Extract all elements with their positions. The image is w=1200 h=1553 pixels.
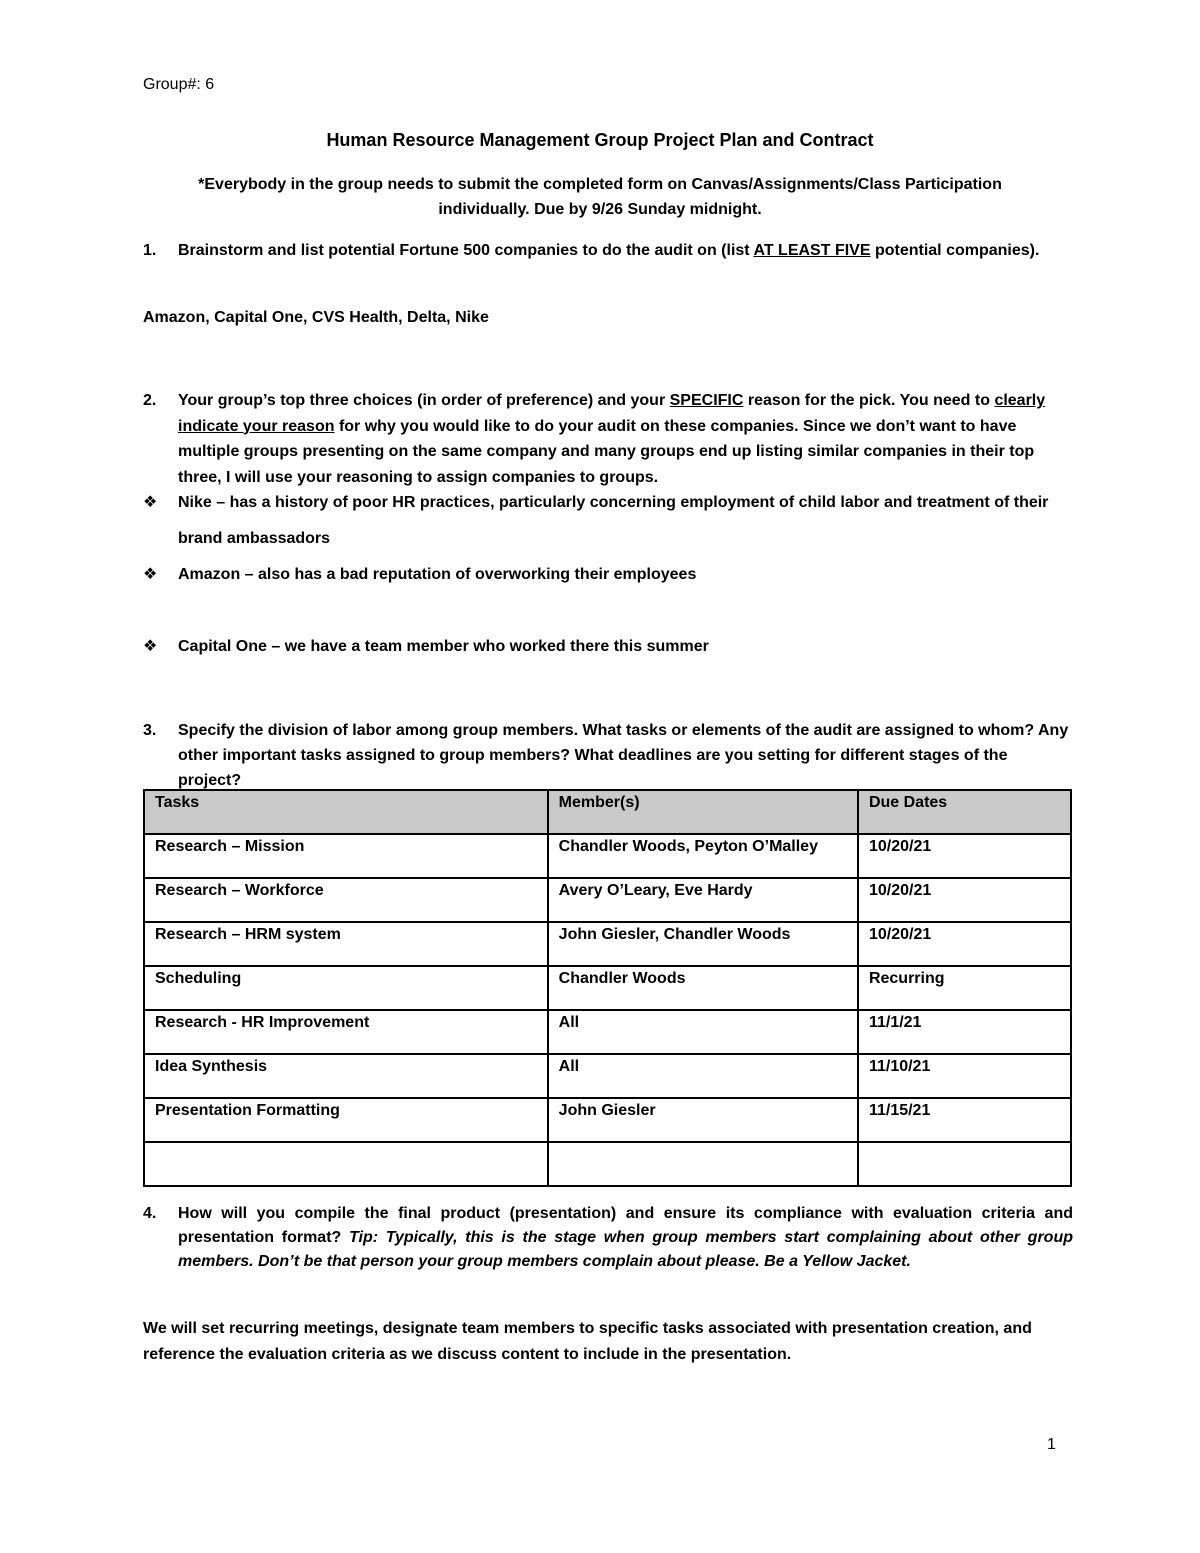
question-4-tip: Tip: Typically, this is the stage when group members start complaining about other group members. Don’t be that person your group members complain about please. Be a Yellow Jacket. — [178, 1229, 1073, 1270]
header-members: Member(s) — [548, 790, 858, 834]
due-date-cell: 11/10/21 — [858, 1054, 1071, 1098]
task-cell: Research – HRM system — [144, 922, 548, 966]
task-cell: Presentation Formatting — [144, 1098, 548, 1142]
question-4-number: 4. — [143, 1205, 157, 1222]
question-1-text: Brainstorm and list potential Fortune 500 companies to do the audit on (list AT LEAST FIVE potential companies). — [178, 242, 1040, 259]
choice-text: Nike – has a history of poor HR practices, particularly concerning employment of child labor and treatment of their brand ambassadors — [178, 494, 1049, 547]
choice-text: Capital One – we have a team member who worked there this summer — [178, 638, 709, 655]
diamond-bullet-icon: ❖ — [143, 638, 158, 655]
member-cell: Chandler Woods — [548, 966, 858, 1010]
table-row — [144, 1098, 1071, 1142]
table-header-row — [144, 790, 1071, 834]
member-cell — [548, 1142, 858, 1186]
table-row — [144, 1054, 1071, 1098]
header-tasks: Tasks — [144, 790, 548, 834]
due-date-cell: 10/20/21 — [858, 922, 1071, 966]
due-date-cell: 10/20/21 — [858, 878, 1071, 922]
page-number: 1 — [1047, 1436, 1056, 1453]
task-table — [143, 789, 1072, 1187]
member-cell: All — [548, 1010, 858, 1054]
member-cell: John Giesler — [548, 1098, 858, 1142]
table-row — [144, 878, 1071, 922]
question-1-answer: Amazon, Capital One, CVS Health, Delta, Nike — [143, 309, 489, 326]
header-due-dates: Due Dates — [858, 790, 1071, 834]
due-date-cell: 10/20/21 — [858, 834, 1071, 878]
choice-item — [143, 485, 1073, 557]
question-3-text: Specify the division of labor among group members. What tasks or elements of the audit are assigned to whom? Any other important tasks assigned to group members? What deadlines are you setting for different stages of the project? — [178, 722, 1069, 789]
choice-text: Amazon – also has a bad reputation of overworking their employees — [178, 566, 697, 583]
question-2-text: Your group’s top three choices (in order of preference) and your SPECIFIC reason for the pick. You need to clearly indicate your reason for why you would like to do your audit on these companies. Since we don’t want to have multiple groups presenting on the same company and many groups end up listing similar companies in their top three, I will use your reasoning to assign companies to groups. — [178, 392, 1046, 486]
choice-item — [143, 629, 1073, 665]
task-cell — [144, 1142, 548, 1186]
member-cell: All — [548, 1054, 858, 1098]
due-date-cell: 11/1/21 — [858, 1010, 1071, 1054]
task-cell: Scheduling — [144, 966, 548, 1010]
question-3-number: 3. — [143, 722, 157, 739]
question-4-answer: We will set recurring meetings, designate team members to specific tasks associated with presentation creation, and reference the evaluation criteria as we discuss content to include in the presentation. — [143, 1320, 1032, 1363]
question-4-text: How will you compile the final product (presentation) and ensure its compliance with evaluation criteria and presentation format? Tip: Typically, this is the stage when group members start complaining about other group members. Don’t be that person your group members complain about please. Be a Yellow Jacket. — [178, 1205, 1073, 1270]
table-row — [144, 966, 1071, 1010]
question-1-number: 1. — [143, 242, 157, 259]
member-cell: Avery O’Leary, Eve Hardy — [548, 878, 858, 922]
question-2 — [143, 388, 1073, 490]
question-3 — [143, 718, 1073, 793]
task-cell: Research – Mission — [144, 834, 548, 878]
due-date-cell — [858, 1142, 1071, 1186]
page-title: Human Resource Management Group Project Plan and Contract — [326, 130, 874, 150]
task-cell: Research – Workforce — [144, 878, 548, 922]
due-date-cell: 11/15/21 — [858, 1098, 1071, 1142]
table-row — [144, 1010, 1071, 1054]
member-cell: John Giesler, Chandler Woods — [548, 922, 858, 966]
group-number: Group#: 6 — [143, 76, 215, 93]
member-cell: Chandler Woods, Peyton O’Malley — [548, 834, 858, 878]
instructions-line-2: individually. Due by 9/26 Sunday midnight. — [438, 201, 762, 218]
submission-instructions — [150, 172, 1050, 222]
table-row — [144, 1142, 1071, 1186]
instructions-line-1: *Everybody in the group needs to submit the completed form on Canvas/Assignments/Class Participation — [198, 176, 1002, 193]
table-row — [144, 834, 1071, 878]
diamond-bullet-icon: ❖ — [143, 494, 158, 511]
task-cell: Idea Synthesis — [144, 1054, 548, 1098]
diamond-bullet-icon: ❖ — [143, 566, 158, 583]
question-1 — [143, 238, 1073, 264]
due-date-cell: Recurring — [858, 966, 1071, 1010]
question-2-number: 2. — [143, 392, 157, 409]
choice-item — [143, 557, 1073, 593]
task-cell: Research - HR Improvement — [144, 1010, 548, 1054]
table-row — [144, 922, 1071, 966]
question-4 — [143, 1202, 1073, 1274]
